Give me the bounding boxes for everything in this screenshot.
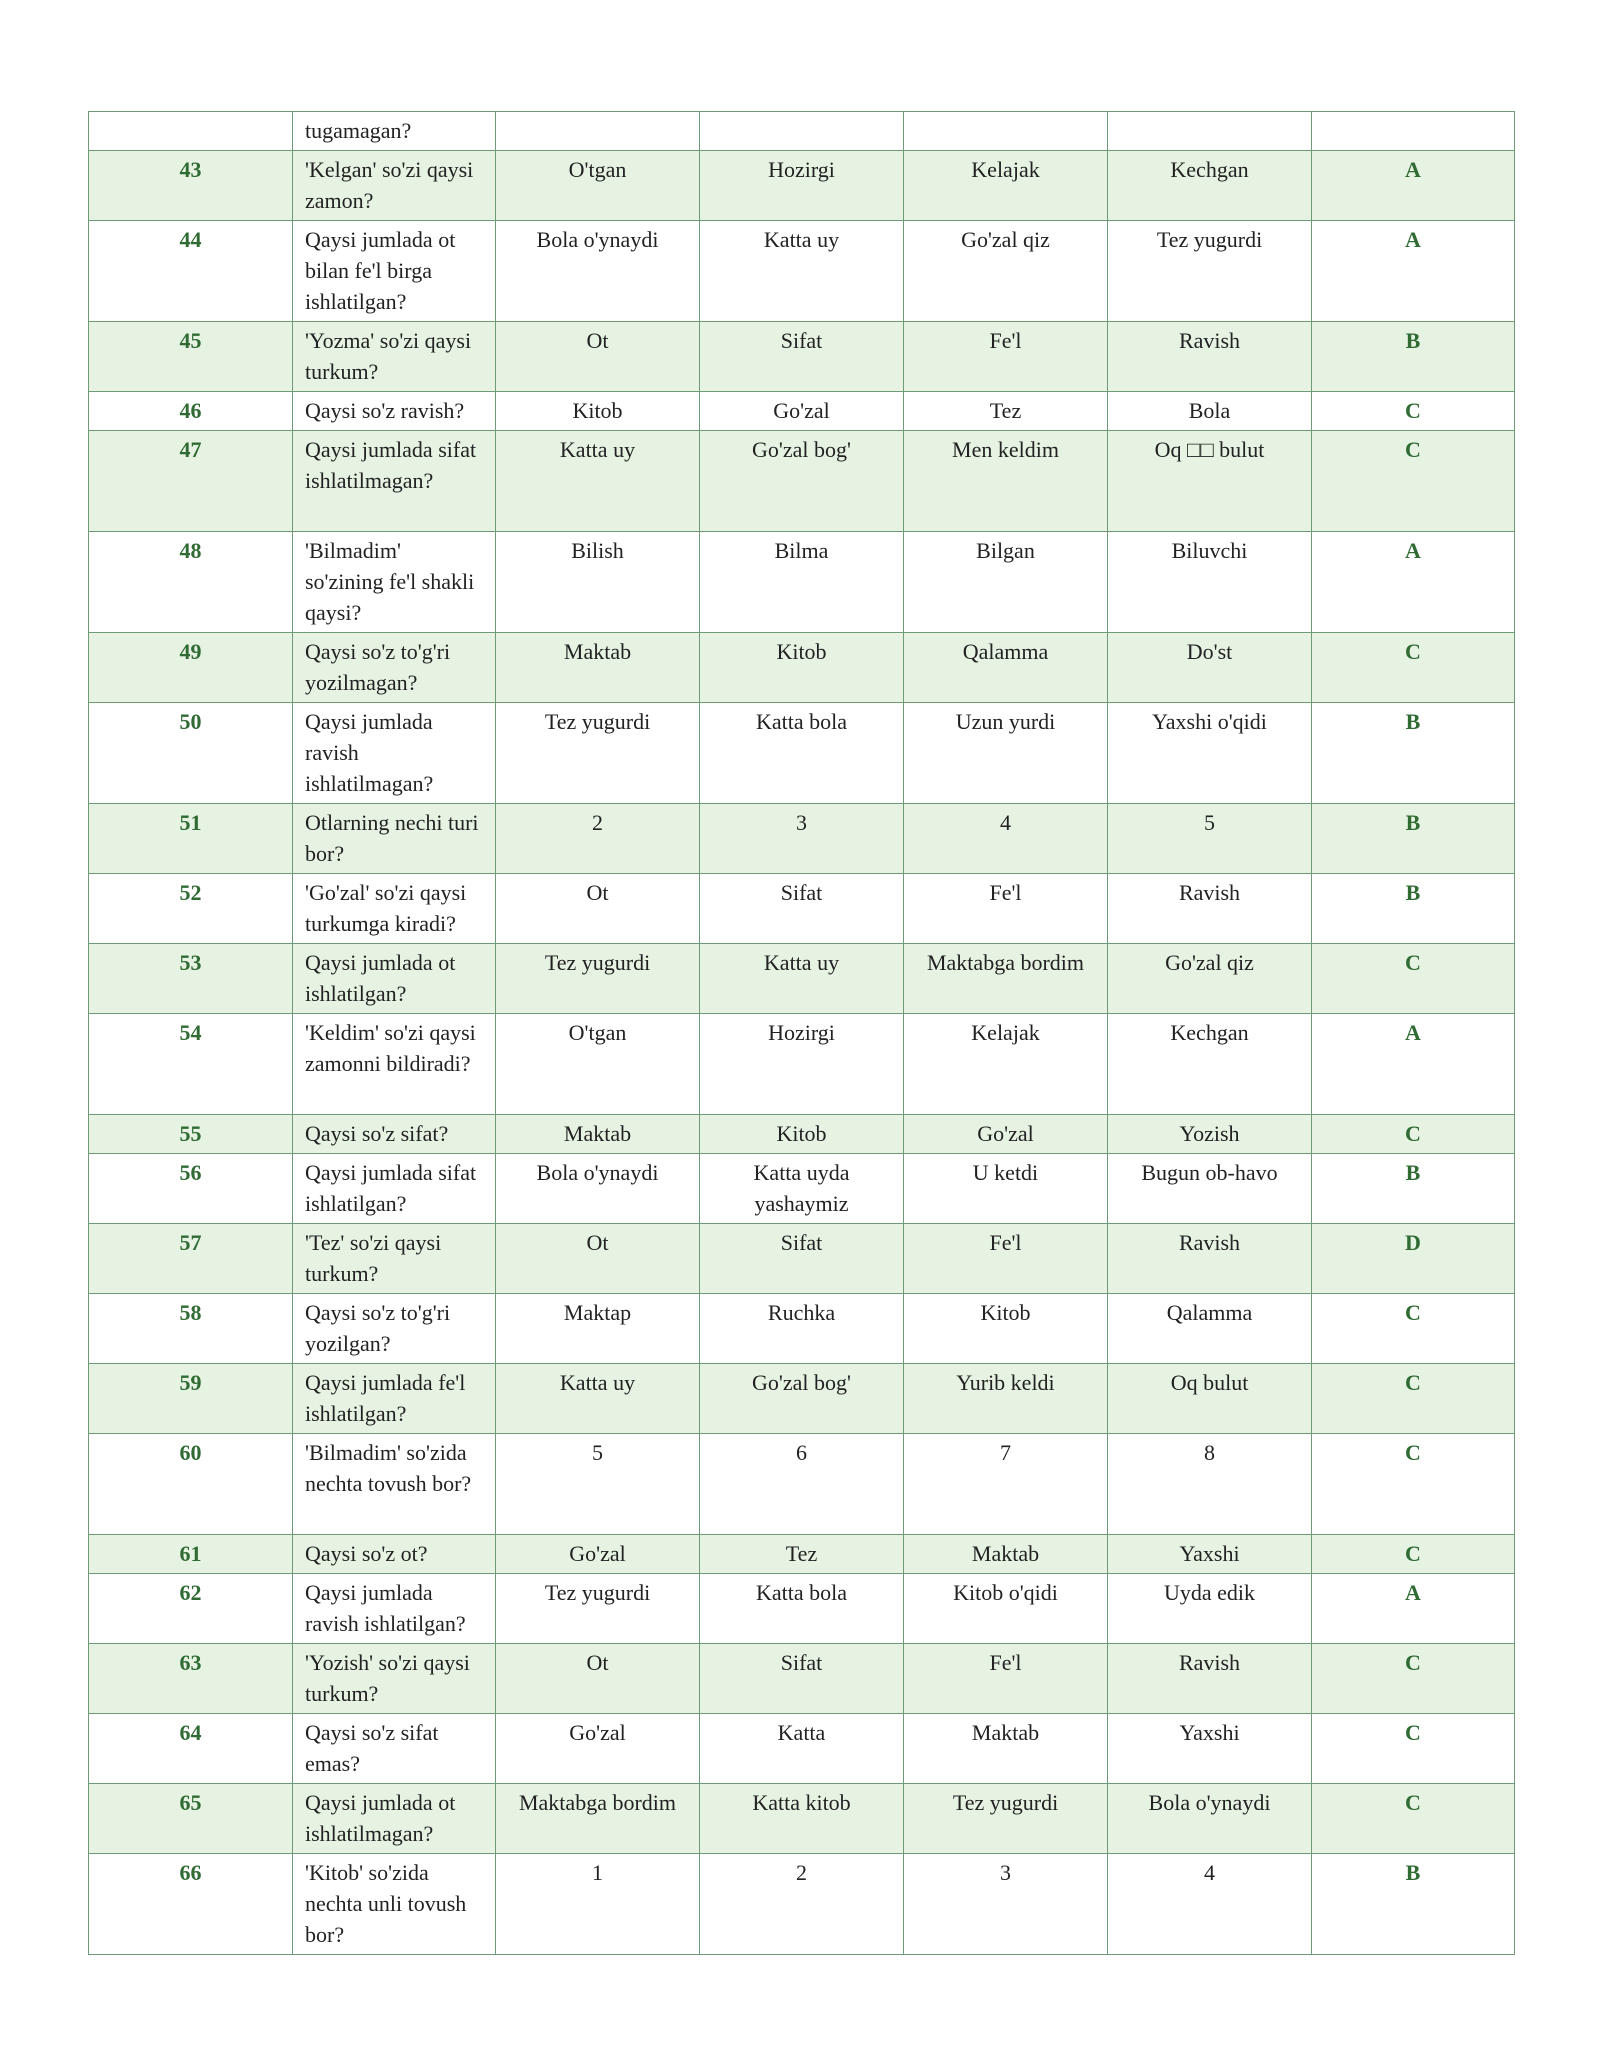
quiz-table bbox=[88, 111, 1515, 1955]
option-c: Fe'l bbox=[904, 1224, 1108, 1294]
option-d: 8 bbox=[1108, 1434, 1312, 1535]
table-row bbox=[89, 1535, 1515, 1574]
table-row bbox=[89, 151, 1515, 221]
question-number: 66 bbox=[89, 1854, 293, 1955]
question-text: 'Yozma' so'zi qaysi turkum? bbox=[293, 322, 496, 392]
question-number: 53 bbox=[89, 944, 293, 1014]
option-b: Go'zal bbox=[700, 392, 904, 431]
option-a: Ot bbox=[496, 874, 700, 944]
option-b: Sifat bbox=[700, 874, 904, 944]
option-a: Tez yugurdi bbox=[496, 1574, 700, 1644]
table-row bbox=[89, 1115, 1515, 1154]
correct-answer: B bbox=[1312, 703, 1515, 804]
option-d: Oq □□ bulut bbox=[1108, 431, 1312, 532]
option-a: Maktap bbox=[496, 1294, 700, 1364]
option-a: Bola o'ynaydi bbox=[496, 221, 700, 322]
question-text: Qaysi jumlada fe'l ishlatilgan? bbox=[293, 1364, 496, 1434]
option-b: 6 bbox=[700, 1434, 904, 1535]
option-a: Bola o'ynaydi bbox=[496, 1154, 700, 1224]
option-c: Maktab bbox=[904, 1714, 1108, 1784]
option-a: Bilish bbox=[496, 532, 700, 633]
table-row bbox=[89, 633, 1515, 703]
question-text: 'Kelgan' so'zi qaysi zamon? bbox=[293, 151, 496, 221]
question-number: 52 bbox=[89, 874, 293, 944]
option-d: Qalamma bbox=[1108, 1294, 1312, 1364]
correct-answer: A bbox=[1312, 532, 1515, 633]
question-number: 45 bbox=[89, 322, 293, 392]
question-text: 'Go'zal' so'zi qaysi turkumga kiradi? bbox=[293, 874, 496, 944]
question-text: Qaysi so'z sifat emas? bbox=[293, 1714, 496, 1784]
option-d: Ravish bbox=[1108, 874, 1312, 944]
table-row bbox=[89, 112, 1515, 151]
option-c: Go'zal bbox=[904, 1115, 1108, 1154]
option-b: Sifat bbox=[700, 322, 904, 392]
option-a: O'tgan bbox=[496, 151, 700, 221]
question-text: Qaysi so'z to'g'ri yozilmagan? bbox=[293, 633, 496, 703]
option-a: Maktab bbox=[496, 1115, 700, 1154]
table-row bbox=[89, 1364, 1515, 1434]
correct-answer: B bbox=[1312, 322, 1515, 392]
correct-answer: A bbox=[1312, 221, 1515, 322]
correct-answer: C bbox=[1312, 1434, 1515, 1535]
option-c: Qalamma bbox=[904, 633, 1108, 703]
table-row bbox=[89, 1294, 1515, 1364]
option-a: 2 bbox=[496, 804, 700, 874]
option-a: Ot bbox=[496, 1644, 700, 1714]
question-text: Qaysi jumlada ot ishlatilgan? bbox=[293, 944, 496, 1014]
option-a: Kitob bbox=[496, 392, 700, 431]
question-text: tugamagan? bbox=[293, 112, 496, 151]
option-a: 1 bbox=[496, 1854, 700, 1955]
question-text: 'Keldim' so'zi qaysi zamonni bildiradi? bbox=[293, 1014, 496, 1115]
option-b: Hozirgi bbox=[700, 151, 904, 221]
question-number: 58 bbox=[89, 1294, 293, 1364]
option-c: 7 bbox=[904, 1434, 1108, 1535]
correct-answer: C bbox=[1312, 1644, 1515, 1714]
question-text: 'Bilmadim' so'zining fe'l shakli qaysi? bbox=[293, 532, 496, 633]
table-row bbox=[89, 944, 1515, 1014]
table-row bbox=[89, 1154, 1515, 1224]
question-text: Qaysi jumlada ravish ishlatilmagan? bbox=[293, 703, 496, 804]
option-c: Men keldim bbox=[904, 431, 1108, 532]
quiz-table-body bbox=[89, 112, 1515, 1955]
question-text: 'Yozish' so'zi qaysi turkum? bbox=[293, 1644, 496, 1714]
correct-answer: C bbox=[1312, 1714, 1515, 1784]
option-b: Katta bola bbox=[700, 1574, 904, 1644]
option-c: Maktabga bordim bbox=[904, 944, 1108, 1014]
question-text: 'Kitob' so'zida nechta unli tovush bor? bbox=[293, 1854, 496, 1955]
correct-answer: C bbox=[1312, 1364, 1515, 1434]
option-a: Tez yugurdi bbox=[496, 944, 700, 1014]
question-number: 46 bbox=[89, 392, 293, 431]
option-b: 3 bbox=[700, 804, 904, 874]
question-number bbox=[89, 112, 293, 151]
question-number: 44 bbox=[89, 221, 293, 322]
table-row bbox=[89, 392, 1515, 431]
correct-answer: C bbox=[1312, 633, 1515, 703]
option-c: Kelajak bbox=[904, 151, 1108, 221]
option-c: Bilgan bbox=[904, 532, 1108, 633]
option-d: Do'st bbox=[1108, 633, 1312, 703]
table-row bbox=[89, 221, 1515, 322]
table-row bbox=[89, 1014, 1515, 1115]
option-d: Yozish bbox=[1108, 1115, 1312, 1154]
option-d: Biluvchi bbox=[1108, 532, 1312, 633]
option-a: O'tgan bbox=[496, 1014, 700, 1115]
option-c: Kitob o'qidi bbox=[904, 1574, 1108, 1644]
table-row bbox=[89, 1714, 1515, 1784]
question-number: 64 bbox=[89, 1714, 293, 1784]
question-number: 57 bbox=[89, 1224, 293, 1294]
option-d: Go'zal qiz bbox=[1108, 944, 1312, 1014]
option-b: Sifat bbox=[700, 1644, 904, 1714]
question-number: 62 bbox=[89, 1574, 293, 1644]
question-number: 49 bbox=[89, 633, 293, 703]
option-c: Maktab bbox=[904, 1535, 1108, 1574]
correct-answer: C bbox=[1312, 1535, 1515, 1574]
option-a bbox=[496, 112, 700, 151]
option-b: Katta uyda yashaymiz bbox=[700, 1154, 904, 1224]
option-d: Kechgan bbox=[1108, 151, 1312, 221]
table-row bbox=[89, 1644, 1515, 1714]
correct-answer: C bbox=[1312, 944, 1515, 1014]
option-b: Tez bbox=[700, 1535, 904, 1574]
question-number: 55 bbox=[89, 1115, 293, 1154]
correct-answer: B bbox=[1312, 1854, 1515, 1955]
option-c: Yurib keldi bbox=[904, 1364, 1108, 1434]
question-text: Qaysi so'z sifat? bbox=[293, 1115, 496, 1154]
option-d: Ravish bbox=[1108, 1644, 1312, 1714]
option-a: Maktabga bordim bbox=[496, 1784, 700, 1854]
option-d: Oq bulut bbox=[1108, 1364, 1312, 1434]
table-row bbox=[89, 322, 1515, 392]
option-b: Go'zal bog' bbox=[700, 431, 904, 532]
option-b: Hozirgi bbox=[700, 1014, 904, 1115]
table-row bbox=[89, 804, 1515, 874]
correct-answer: A bbox=[1312, 1574, 1515, 1644]
correct-answer: C bbox=[1312, 1784, 1515, 1854]
question-text: Qaysi so'z ravish? bbox=[293, 392, 496, 431]
option-a: Go'zal bbox=[496, 1714, 700, 1784]
question-text: 'Bilmadim' so'zida nechta tovush bor? bbox=[293, 1434, 496, 1535]
correct-answer: D bbox=[1312, 1224, 1515, 1294]
table-row bbox=[89, 1224, 1515, 1294]
option-a: Maktab bbox=[496, 633, 700, 703]
question-text: 'Tez' so'zi qaysi turkum? bbox=[293, 1224, 496, 1294]
question-text: Qaysi so'z to'g'ri yozilgan? bbox=[293, 1294, 496, 1364]
question-number: 63 bbox=[89, 1644, 293, 1714]
correct-answer: B bbox=[1312, 804, 1515, 874]
option-c: Go'zal qiz bbox=[904, 221, 1108, 322]
option-d: Ravish bbox=[1108, 322, 1312, 392]
table-row bbox=[89, 1574, 1515, 1644]
option-c: 4 bbox=[904, 804, 1108, 874]
option-b: Ruchka bbox=[700, 1294, 904, 1364]
question-number: 54 bbox=[89, 1014, 293, 1115]
option-a: 5 bbox=[496, 1434, 700, 1535]
table-row bbox=[89, 532, 1515, 633]
option-b: Katta uy bbox=[700, 221, 904, 322]
option-d: Ravish bbox=[1108, 1224, 1312, 1294]
correct-answer: A bbox=[1312, 151, 1515, 221]
table-row bbox=[89, 703, 1515, 804]
option-c: Kelajak bbox=[904, 1014, 1108, 1115]
option-b: Kitob bbox=[700, 1115, 904, 1154]
option-d bbox=[1108, 112, 1312, 151]
question-text: Otlarning nechi turi bor? bbox=[293, 804, 496, 874]
table-row bbox=[89, 1784, 1515, 1854]
option-d: Yaxshi bbox=[1108, 1535, 1312, 1574]
option-b: Sifat bbox=[700, 1224, 904, 1294]
option-c: Uzun yurdi bbox=[904, 703, 1108, 804]
option-b: Katta bola bbox=[700, 703, 904, 804]
option-d: Kechgan bbox=[1108, 1014, 1312, 1115]
correct-answer bbox=[1312, 112, 1515, 151]
correct-answer: C bbox=[1312, 1115, 1515, 1154]
question-number: 59 bbox=[89, 1364, 293, 1434]
option-a: Katta uy bbox=[496, 1364, 700, 1434]
table-row bbox=[89, 1854, 1515, 1955]
option-d: Uyda edik bbox=[1108, 1574, 1312, 1644]
correct-answer: B bbox=[1312, 1154, 1515, 1224]
table-row bbox=[89, 431, 1515, 532]
option-b: Go'zal bog' bbox=[700, 1364, 904, 1434]
correct-answer: C bbox=[1312, 431, 1515, 532]
question-number: 51 bbox=[89, 804, 293, 874]
option-b: Kitob bbox=[700, 633, 904, 703]
option-b bbox=[700, 112, 904, 151]
option-a: Ot bbox=[496, 1224, 700, 1294]
option-a: Tez yugurdi bbox=[496, 703, 700, 804]
option-b: Katta uy bbox=[700, 944, 904, 1014]
option-b: Bilma bbox=[700, 532, 904, 633]
option-d: Bugun ob-havo bbox=[1108, 1154, 1312, 1224]
option-c: 3 bbox=[904, 1854, 1108, 1955]
option-c: Fe'l bbox=[904, 874, 1108, 944]
question-number: 60 bbox=[89, 1434, 293, 1535]
question-number: 61 bbox=[89, 1535, 293, 1574]
option-a: Ot bbox=[496, 322, 700, 392]
question-text: Qaysi jumlada ot bilan fe'l birga ishlatilgan? bbox=[293, 221, 496, 322]
question-number: 48 bbox=[89, 532, 293, 633]
option-b: Katta bbox=[700, 1714, 904, 1784]
option-b: 2 bbox=[700, 1854, 904, 1955]
option-b: Katta kitob bbox=[700, 1784, 904, 1854]
option-d: Yaxshi bbox=[1108, 1714, 1312, 1784]
option-a: Go'zal bbox=[496, 1535, 700, 1574]
question-text: Qaysi jumlada sifat ishlatilgan? bbox=[293, 1154, 496, 1224]
question-number: 47 bbox=[89, 431, 293, 532]
option-c: Fe'l bbox=[904, 322, 1108, 392]
option-d: 4 bbox=[1108, 1854, 1312, 1955]
option-d: Bola o'ynaydi bbox=[1108, 1784, 1312, 1854]
question-number: 50 bbox=[89, 703, 293, 804]
option-d: Tez yugurdi bbox=[1108, 221, 1312, 322]
option-c: U ketdi bbox=[904, 1154, 1108, 1224]
question-number: 56 bbox=[89, 1154, 293, 1224]
question-number: 43 bbox=[89, 151, 293, 221]
table-row bbox=[89, 874, 1515, 944]
correct-answer: C bbox=[1312, 392, 1515, 431]
question-text: Qaysi jumlada ot ishlatilmagan? bbox=[293, 1784, 496, 1854]
table-row bbox=[89, 1434, 1515, 1535]
option-c: Tez yugurdi bbox=[904, 1784, 1108, 1854]
option-a: Katta uy bbox=[496, 431, 700, 532]
question-number: 65 bbox=[89, 1784, 293, 1854]
option-c: Tez bbox=[904, 392, 1108, 431]
option-c bbox=[904, 112, 1108, 151]
correct-answer: A bbox=[1312, 1014, 1515, 1115]
question-text: Qaysi so'z ot? bbox=[293, 1535, 496, 1574]
question-text: Qaysi jumlada ravish ishlatilgan? bbox=[293, 1574, 496, 1644]
question-text: Qaysi jumlada sifat ishlatilmagan? bbox=[293, 431, 496, 532]
option-c: Kitob bbox=[904, 1294, 1108, 1364]
option-d: 5 bbox=[1108, 804, 1312, 874]
option-d: Bola bbox=[1108, 392, 1312, 431]
correct-answer: C bbox=[1312, 1294, 1515, 1364]
correct-answer: B bbox=[1312, 874, 1515, 944]
option-d: Yaxshi o'qidi bbox=[1108, 703, 1312, 804]
option-c: Fe'l bbox=[904, 1644, 1108, 1714]
